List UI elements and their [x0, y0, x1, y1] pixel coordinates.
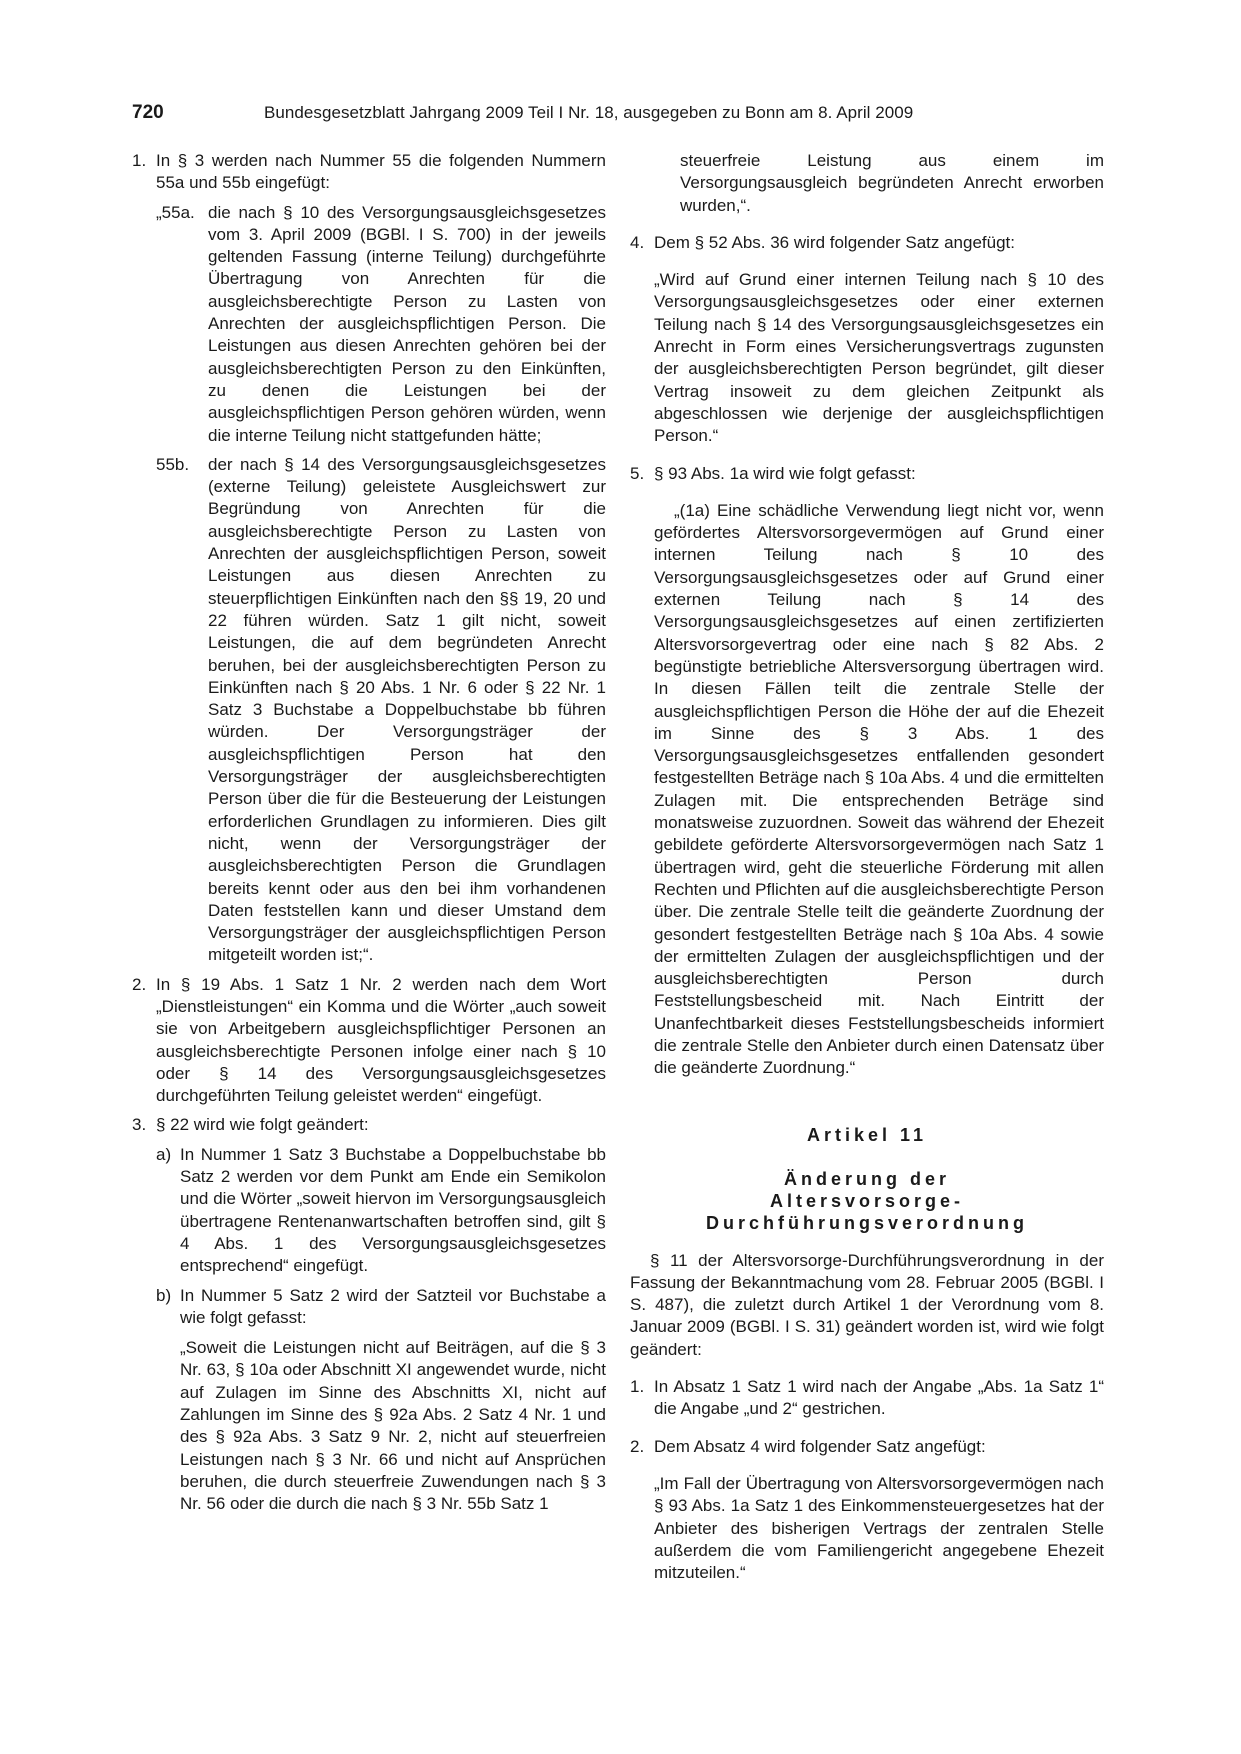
item-number: 1. — [132, 151, 147, 170]
right-column — [630, 150, 1104, 1584]
item-number: 2. — [132, 974, 147, 994]
sub-number: „55a. — [156, 202, 195, 222]
item-text: Dem Absatz 4 wird folgender Satz angefügt: — [654, 1436, 986, 1456]
quote-continuation: steuerfreie Leistung aus einem im Versorgungsausgleich begründeten Anrecht erworben wurden,“. — [680, 151, 1104, 215]
sub-number: 55b. — [156, 454, 190, 474]
sub-text: In Nummer 5 Satz 2 wird der Satzteil vor Buchstabe a wie folgt gefasst: — [180, 1285, 606, 1327]
item-text: § 22 wird wie folgt geändert: — [156, 1115, 369, 1135]
item-text: In § 3 werden nach Nummer 55 die folgenden Nummern 55a und 55b eingefügt: — [156, 151, 606, 193]
item-number: 1. — [630, 1377, 645, 1397]
amendment-item-5 — [630, 463, 1104, 1080]
amendment-item-4 — [630, 232, 1104, 448]
sub-item-a — [156, 1144, 606, 1278]
item-text: In Absatz 1 Satz 1 wird nach der Angabe „Abs. 1a Satz 1“ die Angabe „und 2“ gestrichen. — [654, 1377, 1104, 1419]
item-text: § 93 Abs. 1a wird wie folgt gefasst: — [654, 463, 916, 483]
page-number: 720 — [132, 102, 164, 123]
article-item-2 — [630, 1436, 1104, 1585]
item-number: 3. — [132, 1115, 147, 1135]
item-number: 2. — [630, 1436, 645, 1456]
quoted-text: „Im Fall der Übertragung von Altersvorsorgevermögen nach § 93 Abs. 1a Satz 1 des Einkommensteuergesetzes hat der Anbieter des bisherigen Vertrags der zentralen Stelle außerdem die vom Familiengericht angegebene Ehezeit mitzuteilen.“ — [654, 1473, 1104, 1583]
item-number: 4. — [630, 232, 645, 252]
sub-text: die nach § 10 des Versorgungsausgleichsgesetzes vom 3. April 2009 (BGBl. I S. 700) in der jeweils geltenden Fassung (interne Teilung) durchgeführte Übertragung von Anrechten für die ausgleichsberechtigte Person zu Lasten von Anrechten der ausgleichspflichtigen Person. Die Leistungen aus diesen Anrechten gehören bei der ausgleichsberechtigten Person zu den Einkünften, zu denen die Leistungen bei der ausgleichspflichtigen Person gehören würden, wenn die interne Teilung nicht stattgefunden hätte; — [208, 202, 606, 445]
new-number-55b — [156, 454, 606, 967]
new-number-55a — [156, 202, 606, 447]
quoted-text: „Soweit die Leistungen nicht auf Beiträgen, auf die § 3 Nr. 63, § 10a oder Abschnitt XI angewendet wurde, nicht auf Zulagen im Sinne des Abschnitts XI, nicht auf Zahlungen im Sinne des § 92a Abs. 2 Satz 4 Nr. 1 und des § 92a Abs. 3 Satz 9 Nr. 2, nicht auf steuerfreien Leistungen nach § 3 Nr. 66 und nicht auf Ansprüchen beruhen, die durch steuerfreie Zuwendungen nach § 3 Nr. 56 oder die durch die nach § 3 Nr. 55b Satz 1 — [180, 1338, 606, 1514]
article-item-1 — [630, 1376, 1104, 1421]
article-heading-line-3: Durchführungsverordnung — [706, 1212, 1028, 1233]
item-text: In § 19 Abs. 1 Satz 1 Nr. 2 werden nach dem Wort „Dienstleistungen“ ein Komma und die Wörter „auch soweit sie von Arbeitgebern ausgleichspflichtiger Personen an ausgleichsberechtigte Personen infolge einer nach § 10 oder § 14 des Versorgungsausgleichsgesetzes durchgeführten Teilung geleistet werden“ eingefügt. — [156, 974, 606, 1106]
quoted-text: „(1a) Eine schädliche Verwendung liegt nicht vor, wenn gefördertes Altersvorsorgevermögen auf Grund einer internen Teilung nach § 10 des Versorgungsausgleichsgesetzes oder auf Grund einer externen Teilung nach § 14 des Versorgungsausgleichsgesetzes auf einen zertifizierten Altersvorsorgevertrag oder eine nach § 82 Abs. 2 begünstigte betriebliche Altersversorgung übertragen wird. In diesen Fällen teilt die zentrale Stelle der ausgleichspflichtigen Person die Höhe der auf die Ehezeit im Sinne des § 3 Abs. 1 des Versorgungsausgleichsgesetzes entfallenden gesondert festgestellten Beträge nach § 10a Abs. 4 und die ermittelten Zulagen mit. Die entsprechenden Beträge sind monatsweise zuzuordnen. Soweit das während der Ehezeit gebildete geförderte Altersvorsorgevermögen nach Satz 1 übertragen wird, geht die steuerliche Förderung mit allen Rechten und Pflichten auf die ausgleichsberechtigte Person über. Die zentrale Stelle teilt die geänderte Zuordnung der gesondert festgestellten Beträge nach § 10a Abs. 4 sowie der ermittelten Zulagen der ausgleichspflichtigen und der ausgleichsberechtigten Person durch Feststellungsbescheid mit. Nach Eintritt der Unanfechtbarkeit dieses Feststellungsbescheids informiert die zentrale Stelle den Anbieter durch einen Datensatz über die geänderte Zuordnung.“ — [654, 500, 1104, 1078]
quoted-text: „Wird auf Grund einer internen Teilung nach § 10 des Versorgungsausgleichsgesetzes oder einer externen Teilung nach § 14 des Versorgungsausgleichsgesetzes ein Anrecht in Form eines Versicherungsvertrags zugunsten der ausgleichsberechtigten Person begründet, gilt dieser Vertrag insoweit zu dem gleichen Zeitpunkt als abgeschlossen wie derjenige der ausgleichspflichtigen Person.“ — [654, 270, 1104, 446]
left-column — [132, 150, 606, 1516]
amendment-item-1 — [132, 150, 606, 967]
item-number: 5. — [630, 463, 645, 483]
sub-text: In Nummer 1 Satz 3 Buchstabe a Doppelbuchstabe bb Satz 2 werden vor dem Punkt am Ende ein Semikolon und die Wörter „soweit hiervon im Versorgungsausgleich übertragene Rentenanwartschaften betroffen sind, gilt § 4 Abs. 1 des Versorgungsausgleichsgesetzes entsprechend“ eingefügt. — [180, 1144, 606, 1276]
article-heading-line-1: Änderung der — [783, 1168, 950, 1189]
item-text: Dem § 52 Abs. 36 wird folgender Satz angefügt: — [654, 232, 1016, 252]
article-title: Artikel 11 — [806, 1124, 928, 1145]
sub-letter: a) — [156, 1144, 172, 1164]
amendment-item-3 — [132, 1114, 606, 1515]
sub-letter: b) — [156, 1285, 172, 1305]
running-head: Bundesgesetzblatt Jahrgang 2009 Teil I Nr. 18, ausgegeben zu Bonn am 8. April 2009 — [264, 103, 914, 122]
article-intro: § 11 der Altersvorsorge-Durchführungsverordnung in der Fassung der Bekanntmachung vom 28. Februar 2005 (BGBl. I S. 487), die zuletzt durch Artikel 1 der Verordnung vom 8. Januar 2009 (BGBl. I S. 31) geändert worden ist, wird wie folgt geändert: — [630, 1250, 1104, 1359]
sub-text: der nach § 14 des Versorgungsausgleichsgesetzes (externe Teilung) geleistete Ausgleichswert zur Begründung von Anrechten für die ausgleichsberechtigte Person zu Lasten von Anrechten der ausgleichspflichtigen Person, soweit Leistungen aus diesen Anrechten zu steuerpflichtigen Einkünften nach den §§ 19, 20 und 22 führen würden. Satz 1 gilt nicht, soweit Leistungen, die auf dem begründeten Anrecht beruhen, bei der ausgleichsberechtigten Person zu Einkünften nach § 20 Abs. 1 Nr. 6 oder § 22 Nr. 1 Satz 3 Buchstabe a Doppelbuchstabe bb führen würden. Der Versorgungsträger der ausgleichspflichtigen Person hat den Versorgungsträger der ausgleichsberechtigten Person über die für die Besteuerung der Leistungen erforderlichen Grundlagen zu informieren. Dies gilt nicht, wenn der Versorgungsträger der ausgleichsberechtigten Person die Grundlagen bereits kennt oder aus den bei ihm vorhandenen Daten feststellen kann und dieser Umstand dem Versorgungsträger der ausgleichspflichtigen Person mitgeteilt worden ist;“. — [208, 454, 606, 965]
sub-item-b — [156, 1285, 606, 1516]
article-heading-line-2: Altersvorsorge- — [769, 1190, 965, 1211]
page-header — [132, 100, 1109, 126]
amendment-item-2 — [132, 974, 606, 1108]
